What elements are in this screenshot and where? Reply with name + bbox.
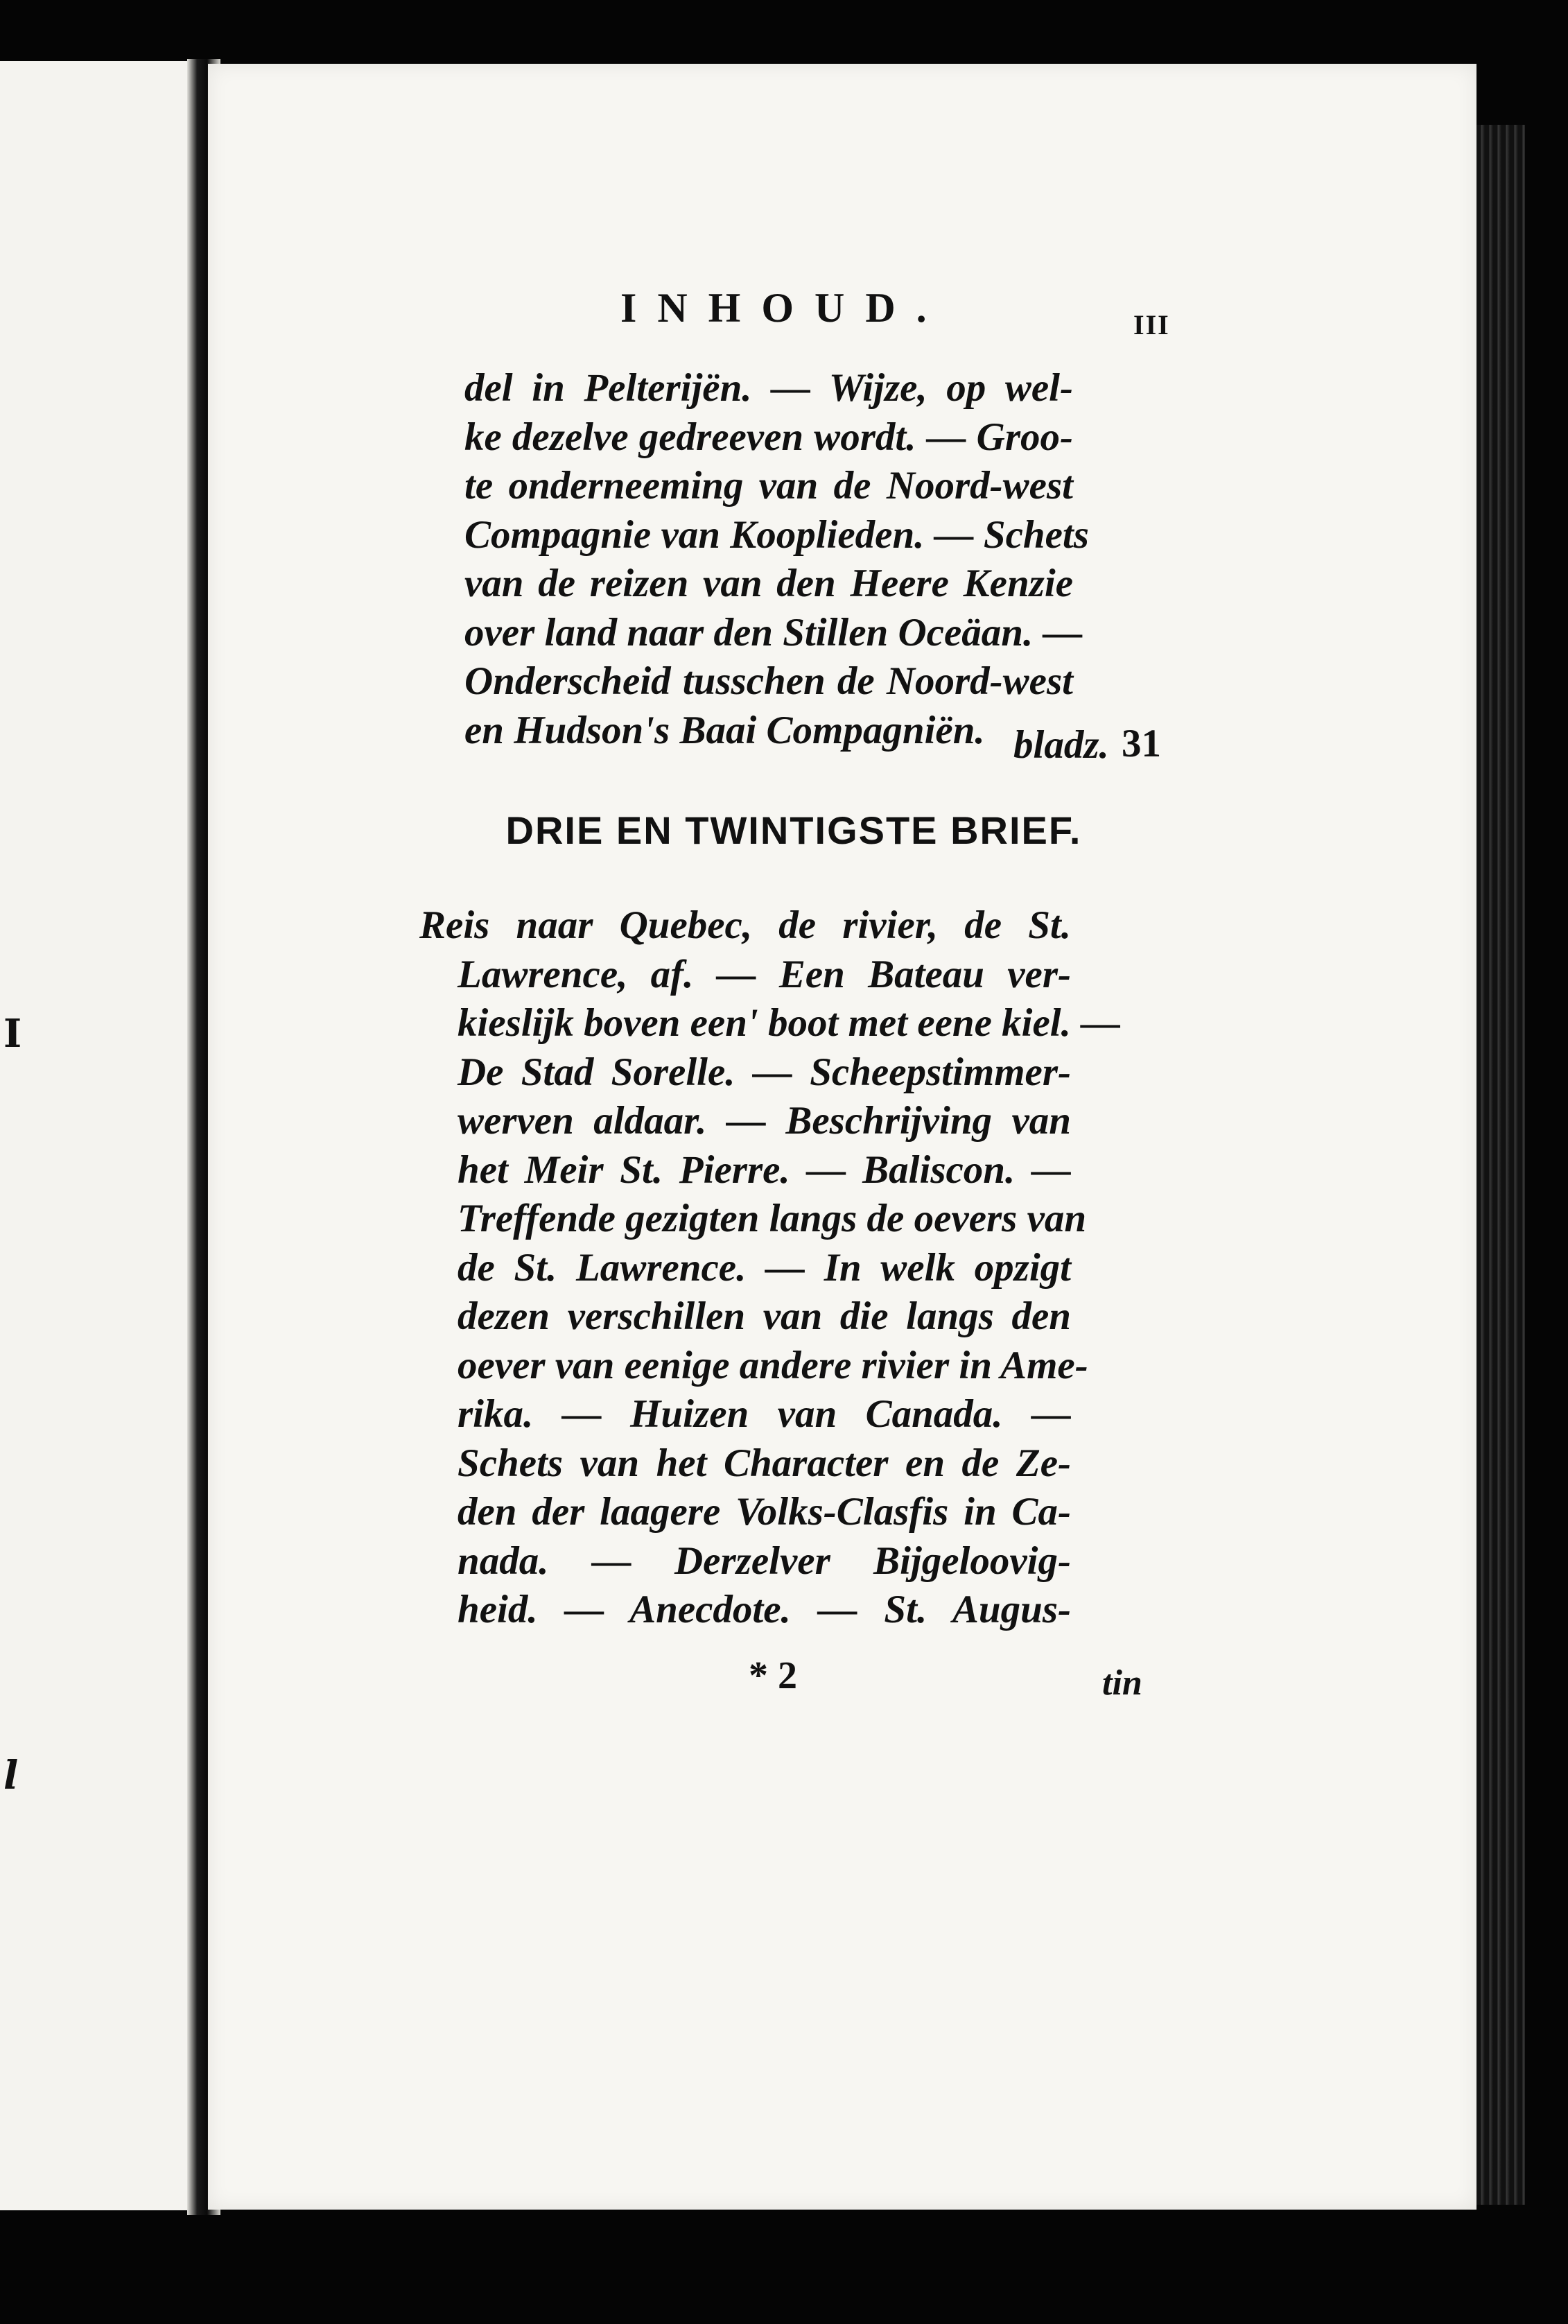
toc-line: rika. — Huizen van Canada. — <box>458 1392 1071 1436</box>
catchword: tin <box>1102 1663 1142 1703</box>
toc-line: ke dezelve gedreeven wordt. — Groo- <box>464 415 1073 459</box>
toc-line: over land naar den Stillen Oceäan. — <box>464 610 1083 654</box>
page-number: III <box>1133 309 1170 340</box>
toc-line: Schets van het Character en de Ze- <box>458 1441 1071 1485</box>
toc-line: Compagnie van Kooplieden. — Schets <box>464 512 1089 557</box>
toc-line: te onderneeming van de Noord-west <box>464 464 1073 508</box>
running-head: INHOUD. <box>620 285 948 331</box>
toc-line: heid. — Anecdote. — St. Augus- <box>458 1588 1071 1631</box>
toc-line: de St. Lawrence. — In welk opzigt <box>458 1245 1071 1290</box>
signature-mark: * 2 <box>749 1654 797 1697</box>
left-page-fragment: I <box>3 1011 22 1057</box>
toc-line: het Meir St. Pierre. — Baliscon. — <box>458 1147 1071 1192</box>
toc-line: Treffende gezigten langs de oevers van <box>458 1197 1087 1240</box>
page-ref-label: bladz. <box>1013 723 1109 767</box>
toc-line: del in Pelterijën. — Wijze, op wel- <box>464 366 1073 410</box>
toc-line: Reis naar Quebec, de rivier, de St. <box>419 903 1071 947</box>
toc-line: Onderscheid tusschen de Noord-west <box>464 659 1073 703</box>
left-page <box>0 61 202 2210</box>
toc-line: en Hudson's Baai Compagniën. <box>464 708 985 752</box>
toc-line: werven aldaar. — Beschrijving van <box>458 1099 1071 1143</box>
toc-line: oever van eenige andere rivier in Ame- <box>458 1343 1088 1387</box>
toc-line: kieslijk boven een' boot met eene kiel. — <box>458 1001 1121 1045</box>
toc-line: Lawrence, af. — Een Bateau ver- <box>458 952 1071 996</box>
toc-line: van de reizen van den Heere Kenzie <box>464 562 1073 605</box>
page-edges <box>1476 125 1525 2205</box>
toc-line: dezen verschillen van die langs den <box>458 1294 1071 1338</box>
toc-entry <box>419 901 1121 1635</box>
toc-line: De Stad Sorelle. — Scheepstimmer- <box>458 1050 1071 1094</box>
left-page-fragment: l <box>3 1753 19 1798</box>
page-ref-number: 31 <box>1122 722 1161 765</box>
section-heading: DRIE EN TWINTIGSTE BRIEF. <box>505 808 1082 852</box>
toc-line: den der laagere Volks-Clasfis in Ca- <box>458 1490 1071 1534</box>
toc-line: nada. — Derzelver Bijgeloovig- <box>458 1538 1071 1583</box>
